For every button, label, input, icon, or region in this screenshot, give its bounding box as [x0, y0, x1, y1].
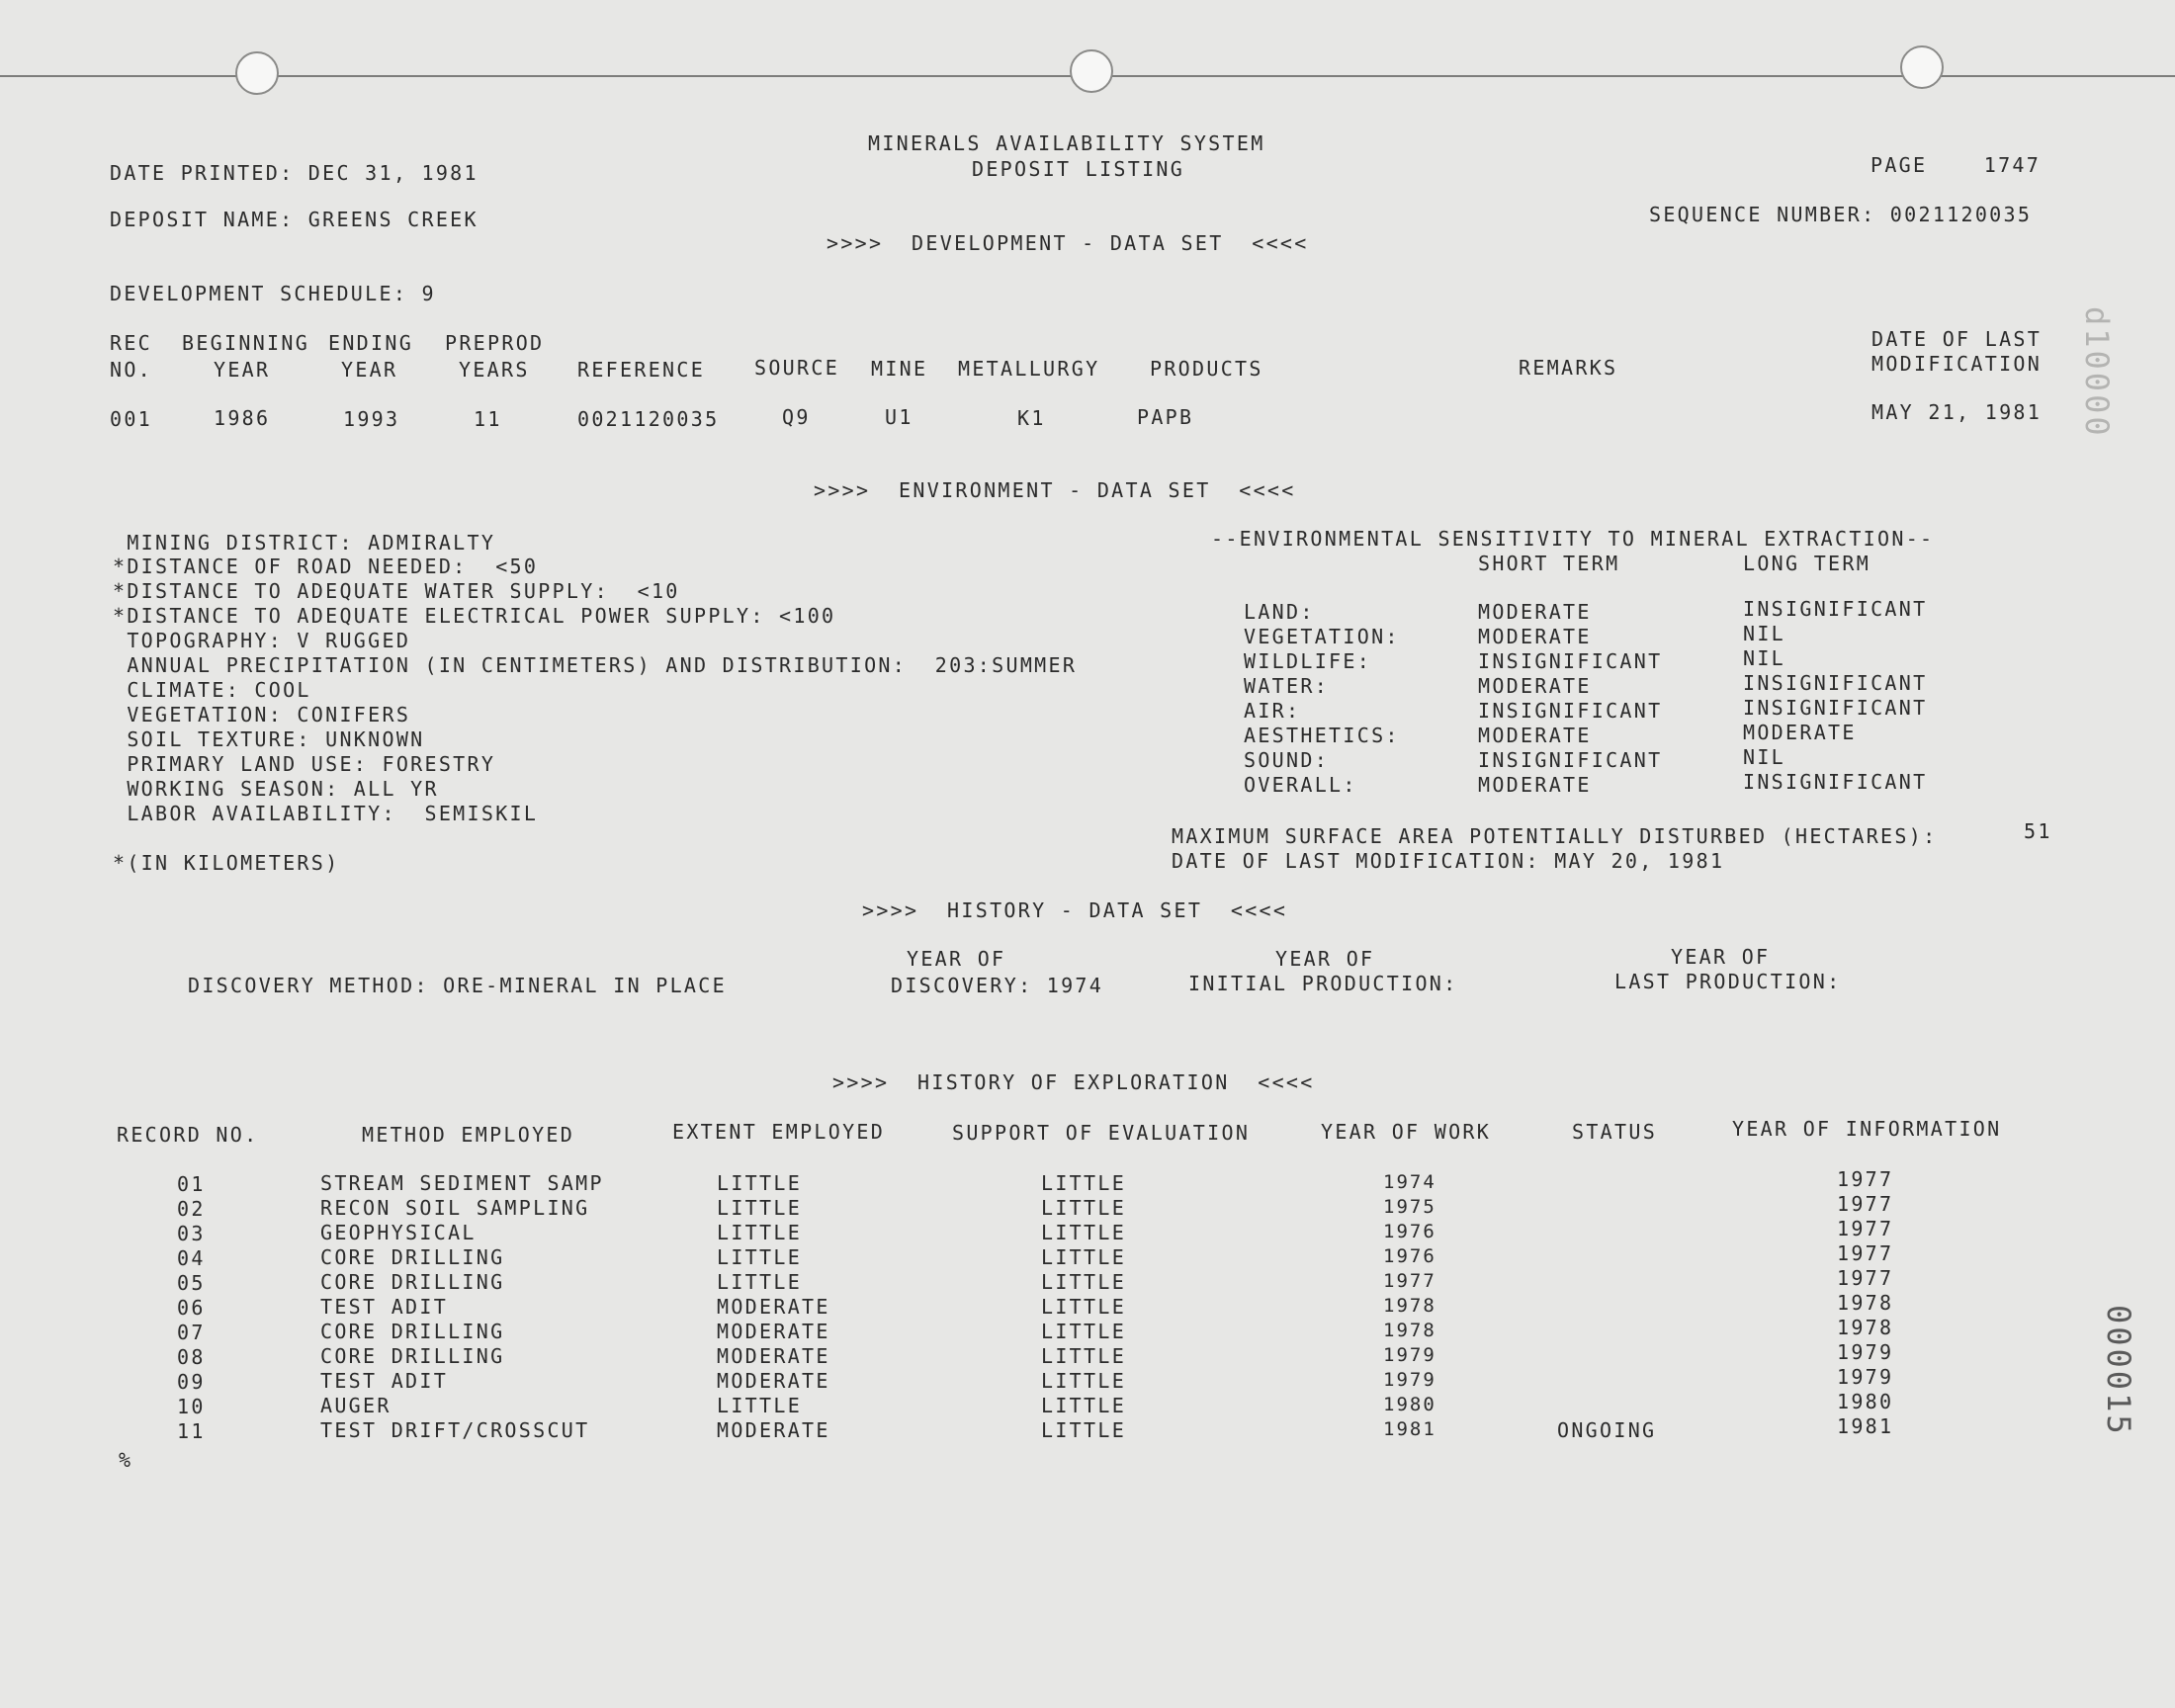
dev-date: MAY 21, 1981	[1871, 400, 2043, 424]
method-employed: TEST ADIT	[320, 1369, 449, 1393]
sensitivity-long-term: MODERATE	[1743, 721, 1857, 744]
dev-preprod: 11	[474, 407, 502, 431]
sensitivity-label: WILDLIFE:	[1244, 649, 1372, 673]
record-number: 06	[177, 1296, 206, 1320]
method-employed: CORE DRILLING	[320, 1320, 505, 1343]
dev-ending: 1993	[343, 407, 400, 431]
dev-products: PAPB	[1137, 405, 1194, 429]
method-employed: GEOPHYSICAL	[320, 1221, 477, 1244]
year-of-work: 1977	[1383, 1270, 1436, 1292]
year-of-information: 1979	[1837, 1340, 1894, 1364]
extent-employed: MODERATE	[717, 1344, 830, 1368]
extent-employed: MODERATE	[717, 1418, 830, 1442]
record-number: 03	[177, 1222, 206, 1245]
record-number: 11	[177, 1419, 206, 1443]
sensitivity-long-term: INSIGNIFICANT	[1743, 696, 1928, 720]
col-header-source: SOURCE	[754, 356, 840, 380]
col-header-extent: EXTENT EMPLOYED	[672, 1120, 886, 1144]
listing-title: DEPOSIT LISTING	[972, 157, 1185, 181]
col-header-rec: NO.	[110, 358, 153, 382]
extent-employed: LITTLE	[717, 1394, 803, 1417]
extent-employed: MODERATE	[717, 1295, 830, 1319]
col-header-date: MODIFICATION	[1871, 352, 2043, 376]
record-number: 02	[177, 1197, 206, 1221]
col-header-year-of-work: YEAR OF WORK	[1321, 1120, 1492, 1144]
exploration-section-title: >>>> HISTORY OF EXPLORATION <<<<	[832, 1070, 1315, 1094]
year-of-information: 1977	[1837, 1167, 1894, 1191]
method-employed: TEST DRIFT/CROSSCUT	[320, 1418, 590, 1442]
year-of-information: 1977	[1837, 1241, 1894, 1265]
col-header-record: RECORD NO.	[117, 1123, 259, 1147]
sensitivity-long-term: NIL	[1743, 646, 1786, 670]
record-number: 10	[177, 1395, 206, 1418]
col-header-date: DATE OF LAST	[1871, 327, 2043, 351]
max-area-value: 51	[2024, 819, 2052, 843]
year-of-work: 1976	[1383, 1221, 1436, 1242]
col-header-rec: REC	[110, 331, 153, 355]
method-employed: RECON SOIL SAMPLING	[320, 1196, 590, 1220]
method-employed: CORE DRILLING	[320, 1344, 505, 1368]
environment-last-modified: DATE OF LAST MODIFICATION: MAY 20, 1981	[1172, 849, 1725, 873]
record-number: 01	[177, 1172, 206, 1196]
sensitivity-label: WATER:	[1244, 674, 1330, 698]
support-of-evaluation: LITTLE	[1041, 1320, 1127, 1343]
sensitivity-label: AIR:	[1244, 699, 1301, 723]
sensitivity-title: --ENVIRONMENTAL SENSITIVITY TO MINERAL EXTRACTION--	[1211, 527, 1935, 551]
col-header-year-of-information: YEAR OF INFORMATION	[1732, 1117, 2002, 1141]
dev-source: Q9	[782, 405, 811, 429]
col-header-reference: REFERENCE	[577, 358, 706, 382]
long-term-header: LONG TERM	[1743, 552, 1871, 575]
sensitivity-long-term: INSIGNIFICANT	[1743, 597, 1928, 621]
year-of-work: 1979	[1383, 1344, 1436, 1366]
col-header-preprod: PREPROD	[445, 331, 545, 355]
page-number: PAGE 1747	[1870, 153, 2042, 177]
year-of-work: 1979	[1383, 1369, 1436, 1391]
year-of-discovery: DISCOVERY: 1974	[891, 974, 1104, 997]
support-of-evaluation: LITTLE	[1041, 1221, 1127, 1244]
year-of-label: YEAR OF	[907, 947, 1006, 971]
sensitivity-label: OVERALL:	[1244, 773, 1357, 797]
dev-beginning: 1986	[214, 406, 271, 430]
margin-stamp-faint: d10000	[2078, 306, 2116, 439]
support-of-evaluation: LITTLE	[1041, 1270, 1127, 1294]
method-employed: TEST ADIT	[320, 1295, 449, 1319]
col-header-status: STATUS	[1572, 1120, 1658, 1144]
environment-line: SOIL TEXTURE: UNKNOWN	[113, 727, 425, 751]
year-of-information: 1979	[1837, 1365, 1894, 1389]
sensitivity-short-term: INSIGNIFICANT	[1478, 748, 1663, 772]
support-of-evaluation: LITTLE	[1041, 1418, 1127, 1442]
year-of-information: 1978	[1837, 1316, 1894, 1339]
year-of-work: 1974	[1383, 1171, 1436, 1193]
sequence-number: SEQUENCE NUMBER: 0021120035	[1649, 203, 2033, 226]
end-mark: %	[119, 1448, 133, 1472]
col-header-ending: YEAR	[341, 358, 398, 382]
sensitivity-short-term: INSIGNIFICANT	[1478, 699, 1663, 723]
discovery-method: DISCOVERY METHOD: ORE-MINERAL IN PLACE	[188, 974, 727, 997]
year-of-work: 1981	[1383, 1418, 1436, 1440]
sensitivity-long-term: NIL	[1743, 622, 1786, 645]
support-of-evaluation: LITTLE	[1041, 1394, 1127, 1417]
sensitivity-label: SOUND:	[1244, 748, 1330, 772]
date-printed: DATE PRINTED: DEC 31, 1981	[110, 161, 478, 185]
dev-reference: 0021120035	[577, 407, 720, 431]
col-header-products: PRODUCTS	[1150, 357, 1263, 381]
year-of-information: 1978	[1837, 1291, 1894, 1315]
year-of-information: 1977	[1837, 1217, 1894, 1240]
col-header-preprod: YEARS	[459, 358, 530, 382]
deposit-name: DEPOSIT NAME: GREENS CREEK	[110, 208, 478, 231]
extent-employed: MODERATE	[717, 1369, 830, 1393]
col-header-support: SUPPORT OF EVALUATION	[952, 1121, 1251, 1145]
method-employed: AUGER	[320, 1394, 392, 1417]
extent-employed: MODERATE	[717, 1320, 830, 1343]
record-number: 04	[177, 1246, 206, 1270]
extent-employed: LITTLE	[717, 1221, 803, 1244]
year-of-information: 1977	[1837, 1266, 1894, 1290]
record-number: 08	[177, 1345, 206, 1369]
sensitivity-short-term: MODERATE	[1478, 773, 1592, 797]
sensitivity-short-term: MODERATE	[1478, 674, 1592, 698]
environment-line: *DISTANCE TO ADEQUATE ELECTRICAL POWER SUPPLY: <100	[113, 604, 836, 628]
col-header-beginning: BEGINNING	[182, 331, 310, 355]
extent-employed: LITTLE	[717, 1270, 803, 1294]
sensitivity-long-term: INSIGNIFICANT	[1743, 770, 1928, 794]
year-of-work: 1976	[1383, 1245, 1436, 1267]
year-of-information: 1977	[1837, 1192, 1894, 1216]
sensitivity-short-term: INSIGNIFICANT	[1478, 649, 1663, 673]
system-title: MINERALS AVAILABILITY SYSTEM	[868, 131, 1265, 155]
support-of-evaluation: LITTLE	[1041, 1171, 1127, 1195]
environment-line: *DISTANCE OF ROAD NEEDED: <50	[113, 555, 539, 578]
extent-employed: LITTLE	[717, 1245, 803, 1269]
environment-line: CLIMATE: COOL	[113, 678, 311, 702]
sensitivity-short-term: MODERATE	[1478, 724, 1592, 747]
sensitivity-long-term: INSIGNIFICANT	[1743, 671, 1928, 695]
environment-line: PRIMARY LAND USE: FORESTRY	[113, 752, 496, 776]
method-employed: CORE DRILLING	[320, 1270, 505, 1294]
col-header-mine: MINE	[871, 357, 928, 381]
record-number: 05	[177, 1271, 206, 1295]
dev-mine: U1	[885, 405, 914, 429]
margin-stamp: 000015	[2100, 1305, 2137, 1437]
year-of-work: 1978	[1383, 1320, 1436, 1341]
environment-line: WORKING SEASON: ALL YR	[113, 777, 439, 801]
history-section-title: >>>> HISTORY - DATA SET <<<<	[862, 898, 1288, 922]
max-area-label: MAXIMUM SURFACE AREA POTENTIALLY DISTURBED (HECTARES):	[1172, 824, 1938, 848]
col-header-remarks: REMARKS	[1519, 356, 1618, 380]
status: ONGOING	[1557, 1418, 1657, 1442]
environment-line: *DISTANCE TO ADEQUATE WATER SUPPLY: <10	[113, 579, 680, 603]
short-term-header: SHORT TERM	[1478, 552, 1620, 575]
support-of-evaluation: LITTLE	[1041, 1245, 1127, 1269]
extent-employed: LITTLE	[717, 1171, 803, 1195]
col-header-ending: ENDING	[328, 331, 414, 355]
sensitivity-label: LAND:	[1244, 600, 1315, 624]
sensitivity-label: AESTHETICS:	[1244, 724, 1400, 747]
dev-rec: 001	[110, 407, 153, 431]
col-header-metallurgy: METALLURGY	[958, 357, 1100, 381]
sensitivity-long-term: NIL	[1743, 745, 1786, 769]
record-number: 07	[177, 1321, 206, 1344]
year-of-work: 1975	[1383, 1196, 1436, 1218]
method-employed: STREAM SEDIMENT SAMP	[320, 1171, 604, 1195]
extent-employed: LITTLE	[717, 1196, 803, 1220]
year-of-information: 1980	[1837, 1390, 1894, 1413]
environment-line: VEGETATION: CONIFERS	[113, 703, 411, 726]
year-of-label: YEAR OF	[1275, 947, 1375, 971]
development-schedule: DEVELOPMENT SCHEDULE: 9	[110, 282, 436, 305]
method-employed: CORE DRILLING	[320, 1245, 505, 1269]
punch-hole	[235, 51, 279, 95]
support-of-evaluation: LITTLE	[1041, 1369, 1127, 1393]
col-header-method: METHOD EMPLOYED	[362, 1123, 575, 1147]
initial-production: INITIAL PRODUCTION:	[1188, 972, 1458, 995]
col-header-beginning: YEAR	[214, 358, 271, 382]
environment-line: ANNUAL PRECIPITATION (IN CENTIMETERS) AND DISTRIBUTION: 203:SUMMER	[113, 653, 1078, 677]
sensitivity-label: VEGETATION:	[1244, 625, 1400, 648]
punch-hole	[1070, 49, 1113, 93]
year-of-work: 1978	[1383, 1295, 1436, 1317]
support-of-evaluation: LITTLE	[1041, 1196, 1127, 1220]
environment-line: TOPOGRAPHY: V RUGGED	[113, 629, 411, 652]
punch-hole	[1900, 45, 1944, 89]
support-of-evaluation: LITTLE	[1041, 1344, 1127, 1368]
year-of-work: 1980	[1383, 1394, 1436, 1415]
environment-line: MINING DISTRICT: ADMIRALTY	[113, 531, 496, 555]
sensitivity-short-term: MODERATE	[1478, 600, 1592, 624]
units-note: *(IN KILOMETERS)	[113, 851, 340, 875]
environment-line: LABOR AVAILABILITY: SEMISKIL	[113, 802, 539, 825]
year-of-label: YEAR OF	[1671, 945, 1771, 969]
development-section-title: >>>> DEVELOPMENT - DATA SET <<<<	[826, 231, 1309, 255]
last-production: LAST PRODUCTION:	[1614, 970, 1842, 993]
record-number: 09	[177, 1370, 206, 1394]
environment-section-title: >>>> ENVIRONMENT - DATA SET <<<<	[814, 478, 1296, 502]
dev-metallurgy: K1	[1017, 406, 1046, 430]
sensitivity-short-term: MODERATE	[1478, 625, 1592, 648]
support-of-evaluation: LITTLE	[1041, 1295, 1127, 1319]
year-of-information: 1981	[1837, 1414, 1894, 1438]
